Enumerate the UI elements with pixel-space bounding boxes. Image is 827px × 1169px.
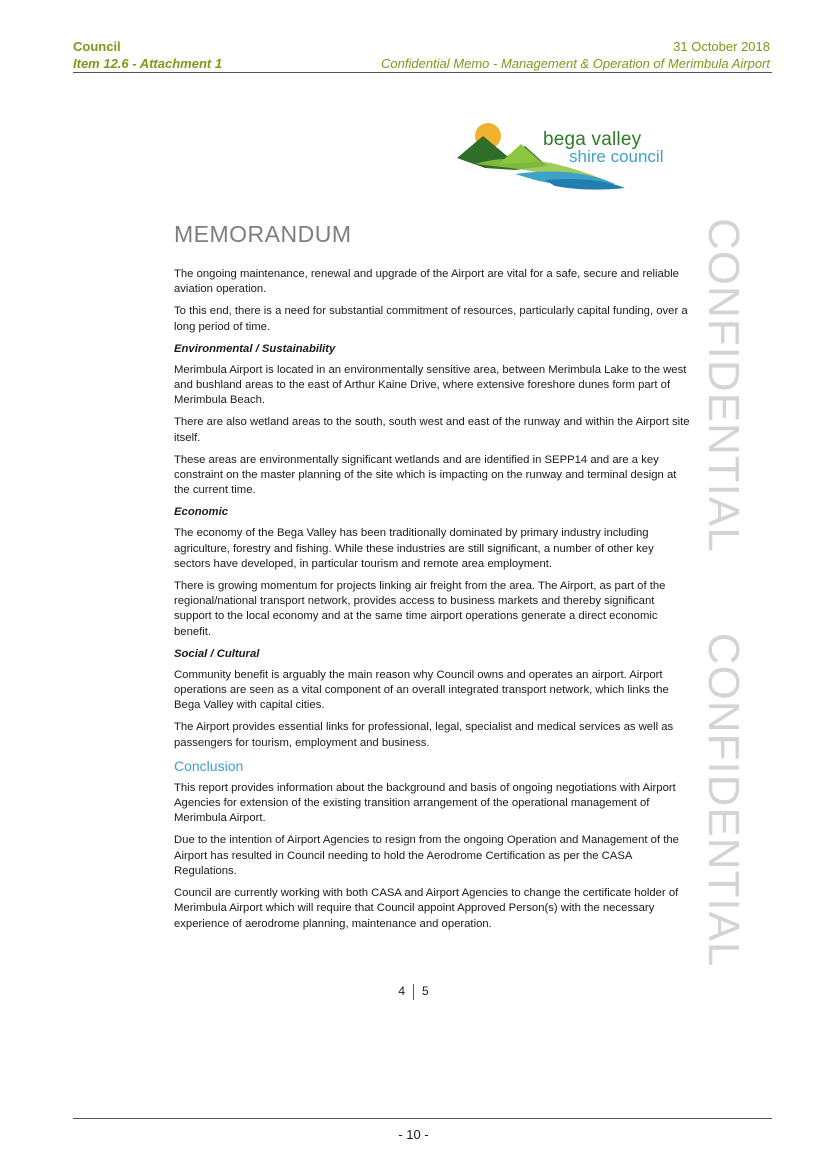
- paragraph: This report provides information about the background and basis of ongoing negotiations with Airport Agencies for extension of the existing transition arrangement of the operational management of Merimbula Airport.: [174, 781, 676, 825]
- header-memo-title: Confidential Memo - Management & Operation of Merimbula Airport: [381, 56, 770, 71]
- header-divider: [73, 72, 772, 73]
- paragraph: Council are currently working with both CASA and Airport Agencies to change the certificate holder of Merimbula Airport which will require that Council appoint Approved Person(s) with the necessary experience of aerodrome planning, maintenance and operation.: [174, 887, 679, 930]
- watermark-text: [698, 218, 748, 967]
- memo-heading: MEMORANDUM: [174, 221, 352, 247]
- council-logo: [455, 118, 675, 193]
- section-heading-environmental: Environmental / Sustainability: [174, 342, 336, 355]
- footer-page-number: - 10 -: [398, 1127, 429, 1142]
- page-separator: [413, 984, 414, 1000]
- paragraph: To this end, there is a need for substantial commitment of resources, particularly capital funding, over a long period of time.: [174, 305, 688, 333]
- paragraph: The Airport provides essential links for professional, legal, specialist and medical services as well as passengers for tourism, employment and business.: [174, 721, 674, 749]
- watermark-word-1: CONFIDENTIAL: [699, 218, 748, 553]
- confidential-watermark: [699, 218, 754, 968]
- header-right: [381, 38, 770, 72]
- header-council: Council: [73, 39, 121, 54]
- paragraph: Due to the intention of Airport Agencies to resign from the ongoing Operation and Management of the Airport has resulted in Council needing to hold the Aerodrome Certification as per the CASA Regulations.: [174, 834, 679, 877]
- paragraph: Community benefit is arguably the main reason why Council owns and operates an airport. Airport operations are seen as a vital component of an overall integrated transport network, which links the Bega Valley with capital cities.: [174, 668, 669, 712]
- header-date: 31 October 2018: [673, 39, 770, 54]
- paragraph: There is growing momentum for projects linking air freight from the area. The Airport, as part of the regional/national transport network, provides access to business markets and thereby significant support to the local economy and at the same time airport operations generate a direct economic benefit.: [174, 580, 666, 638]
- page-total: 5: [422, 984, 429, 999]
- paragraph: The economy of the Bega Valley has been traditionally dominated by primary industry including agriculture, forestry and fishing. While these industries are still significant, a number of other key sectors have developed, in particular tourism and remote area employment.: [174, 527, 654, 570]
- header-item: Item 12.6 - Attachment 1: [73, 56, 223, 71]
- watermark-word-2: CONFIDENTIAL: [699, 632, 748, 968]
- paragraph: There are also wetland areas to the south, south west and east of the runway and within the Airport site itself.: [174, 416, 690, 444]
- footer-divider: [73, 1118, 772, 1119]
- memo-body: [174, 267, 690, 939]
- logo-text-line2: shire council: [569, 147, 664, 166]
- section-heading-social: Social / Cultural: [174, 647, 260, 660]
- paragraph: These areas are environmentally significant wetlands and are identified in SEPP14 and are a key constraint on the master planning of the site which is impacting on the runway and terminal design at the current time.: [174, 453, 677, 497]
- page-indicator: [0, 984, 827, 1000]
- section-heading-economic: Economic: [174, 506, 228, 519]
- section-heading-conclusion: Conclusion: [174, 757, 244, 774]
- paragraph: Merimbula Airport is located in an environmentally sensitive area, between Merimbula Lake to the west and bushland areas to the east of Arthur Kaine Drive, where extensive foreshore dunes form part of Merimbula Beach.: [174, 363, 687, 407]
- page-current: 4: [398, 984, 405, 999]
- header-left: [73, 38, 222, 72]
- logo-text-line1: bega valley: [543, 129, 642, 150]
- paragraph: The ongoing maintenance, renewal and upgrade of the Airport are vital for a safe, secure and reliable aviation operation.: [174, 268, 679, 296]
